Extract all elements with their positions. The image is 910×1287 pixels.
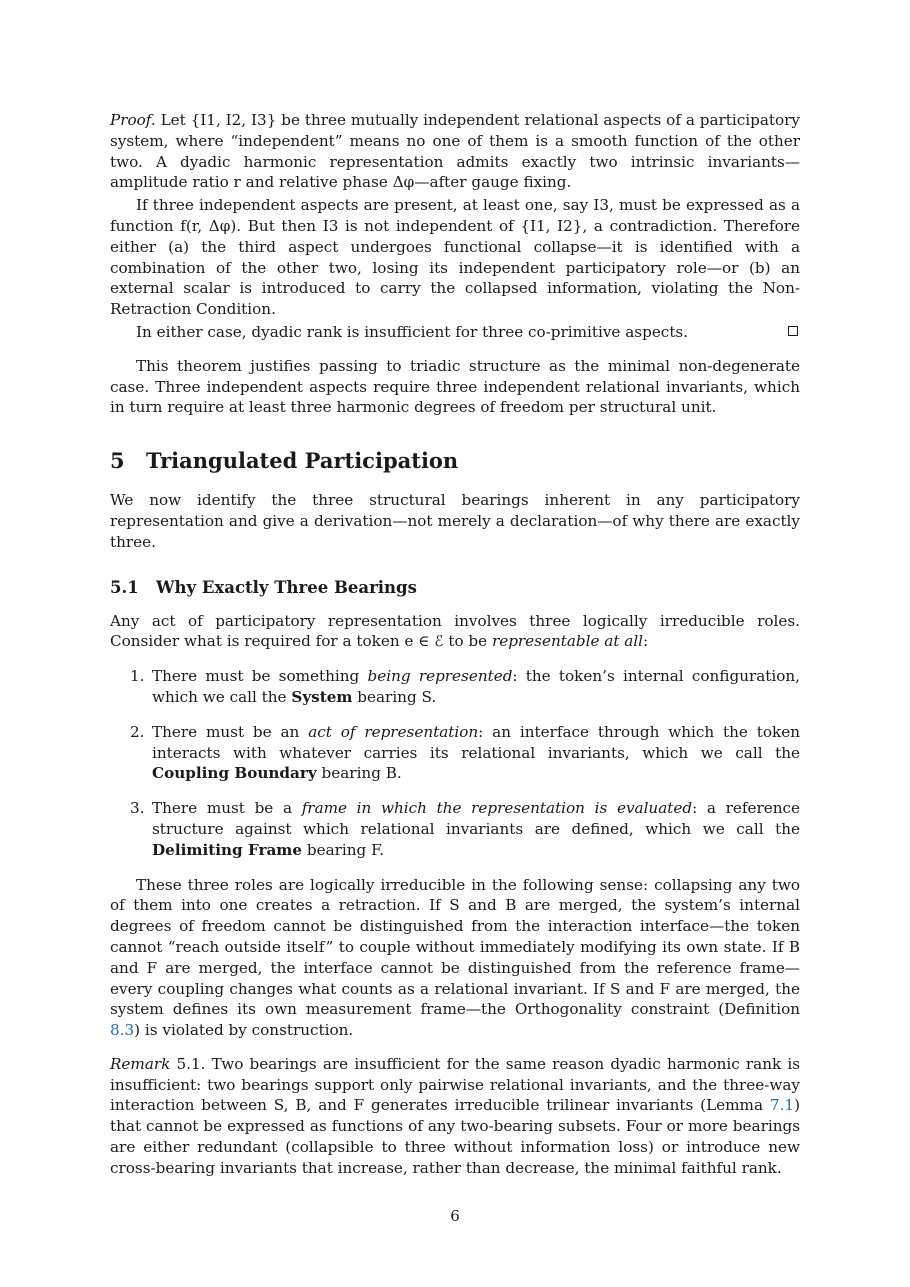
subsection-intro-emphasis: representable at all xyxy=(491,632,644,651)
roles-paragraph xyxy=(110,875,800,1041)
remark-text: Two bearings are insufficient for the same reason dyadic harmonic rank is insufficient: two bearings support only pairwise relational invariants, and the three-way interaction between S, B, and F generates irreducible trilinear invariants (Lemma xyxy=(110,1054,800,1115)
bearings-list xyxy=(110,666,800,860)
list-text: : an interface through which the token interacts with whatever carries its relational invariants, which we call the xyxy=(152,722,800,762)
list-item xyxy=(110,722,800,784)
section-heading xyxy=(110,448,800,474)
subsection-number: 5.1 xyxy=(110,577,139,597)
subsection-heading xyxy=(110,577,800,599)
list-item xyxy=(110,666,800,708)
remark-text-end: ) that cannot be expressed as functions of any two-bearing subsets. Four or more bearings are either redundant (collapsible to three without information loss) or introduce new cross-bearing invariants that increase, rather than decrease, the minimal faithful rank. xyxy=(110,1096,800,1177)
list-bold-term: Delimiting Frame xyxy=(152,840,303,859)
proof-text-3: In either case, dyadic rank is insufficient for three co-primitive aspects. xyxy=(136,322,689,341)
proof-paragraph-2: If three independent aspects are present, at least one, say I3, must be expressed as a function f(r, Δφ). But then I3 is not independent of {I1, I2}, a contradiction. Therefore either (a) the third aspect undergoes functional collapse—it is identified with a combination of the other two, losing its independent participatory role—or (b) an external scalar is introduced to carry the collapsed information, violating the Non-Retraction Condition. xyxy=(110,196,800,319)
list-text: bearing B. xyxy=(316,764,402,783)
list-bold-term: Coupling Boundary xyxy=(152,764,317,783)
list-text: : the token’s internal configuration, which we call the xyxy=(152,667,801,706)
proof-paragraph-3 xyxy=(110,322,800,343)
list-emphasis: frame in which the representation is evaluated xyxy=(301,799,693,818)
section-number: 5 xyxy=(110,448,125,474)
list-text: There must be a xyxy=(152,799,302,818)
subsection-intro-colon: : xyxy=(643,632,649,651)
list-item xyxy=(110,798,800,860)
after-proof-paragraph: This theorem justifies passing to triadic structure as the minimal non-degenerate case. Three independent aspects require three independent relational invariants, which in turn require at least three harmonic degrees of freedom per structural unit. xyxy=(110,356,800,417)
list-marker: 2. xyxy=(130,722,145,741)
subsection-intro xyxy=(110,611,800,653)
section-intro: We now identify the three structural bearings inherent in any participatory representation and give a derivation—not merely a declaration—of why there are exactly three. xyxy=(110,491,800,551)
list-text: There must be something xyxy=(152,667,368,686)
list-text: : a reference structure against which relational invariants are defined, which we call the xyxy=(152,799,800,838)
roles-text: These three roles are logically irreducible in the following sense: collapsing any two of them into one creates a retraction. If S and B are merged, the system’s internal degrees of freedom cannot be distinguished from the interaction interface—the token cannot “reach outside itself” to couple without immediately modifying its own state. If B and F are merged, the interface cannot be distinguished from the reference frame—every coupling changes what counts as a relational invariant. If S and F are merged, the system defines its own measurement frame—the Orthogonality constraint (Definition xyxy=(110,875,800,1019)
remark-number: 5.1. xyxy=(176,1054,206,1073)
list-text: bearing S. xyxy=(352,687,437,706)
section-title: Triangulated Participation xyxy=(146,448,459,474)
list-marker: 1. xyxy=(130,667,145,686)
list-text: bearing F. xyxy=(302,840,385,859)
definition-link[interactable]: 8.3 xyxy=(110,1021,135,1040)
list-emphasis: being represented xyxy=(367,667,513,686)
subsection-title: Why Exactly Three Bearings xyxy=(156,577,417,597)
remark-label: Remark xyxy=(110,1054,171,1073)
subsection-intro-text: Any act of participatory representation involves three logically irreducible roles. Consider what is required for a token e ∈ ℰ to be xyxy=(110,611,800,651)
list-bold-term: System xyxy=(291,687,353,706)
proof-paragraph-1 xyxy=(110,110,800,193)
remark-paragraph xyxy=(110,1054,800,1179)
roles-text-end: ) is violated by construction. xyxy=(134,1021,354,1040)
list-emphasis: act of representation xyxy=(308,722,479,741)
list-text: There must be an xyxy=(152,722,309,741)
page-content xyxy=(110,110,800,1179)
page-number: 6 xyxy=(450,1207,460,1225)
lemma-link[interactable]: 7.1 xyxy=(769,1096,795,1115)
proof-label: Proof. xyxy=(110,111,156,129)
proof-text-1: Let {I1, I2, I3} be three mutually independent relational aspects of a participatory system, where “independent” means no one of them is a smooth function of the other two. A dyadic harmonic representation admits exactly two intrinsic invariants—amplitude ratio r and relative phase Δφ—after gauge fixing. xyxy=(110,111,800,192)
qed-symbol xyxy=(788,326,798,336)
list-marker: 3. xyxy=(130,799,145,818)
